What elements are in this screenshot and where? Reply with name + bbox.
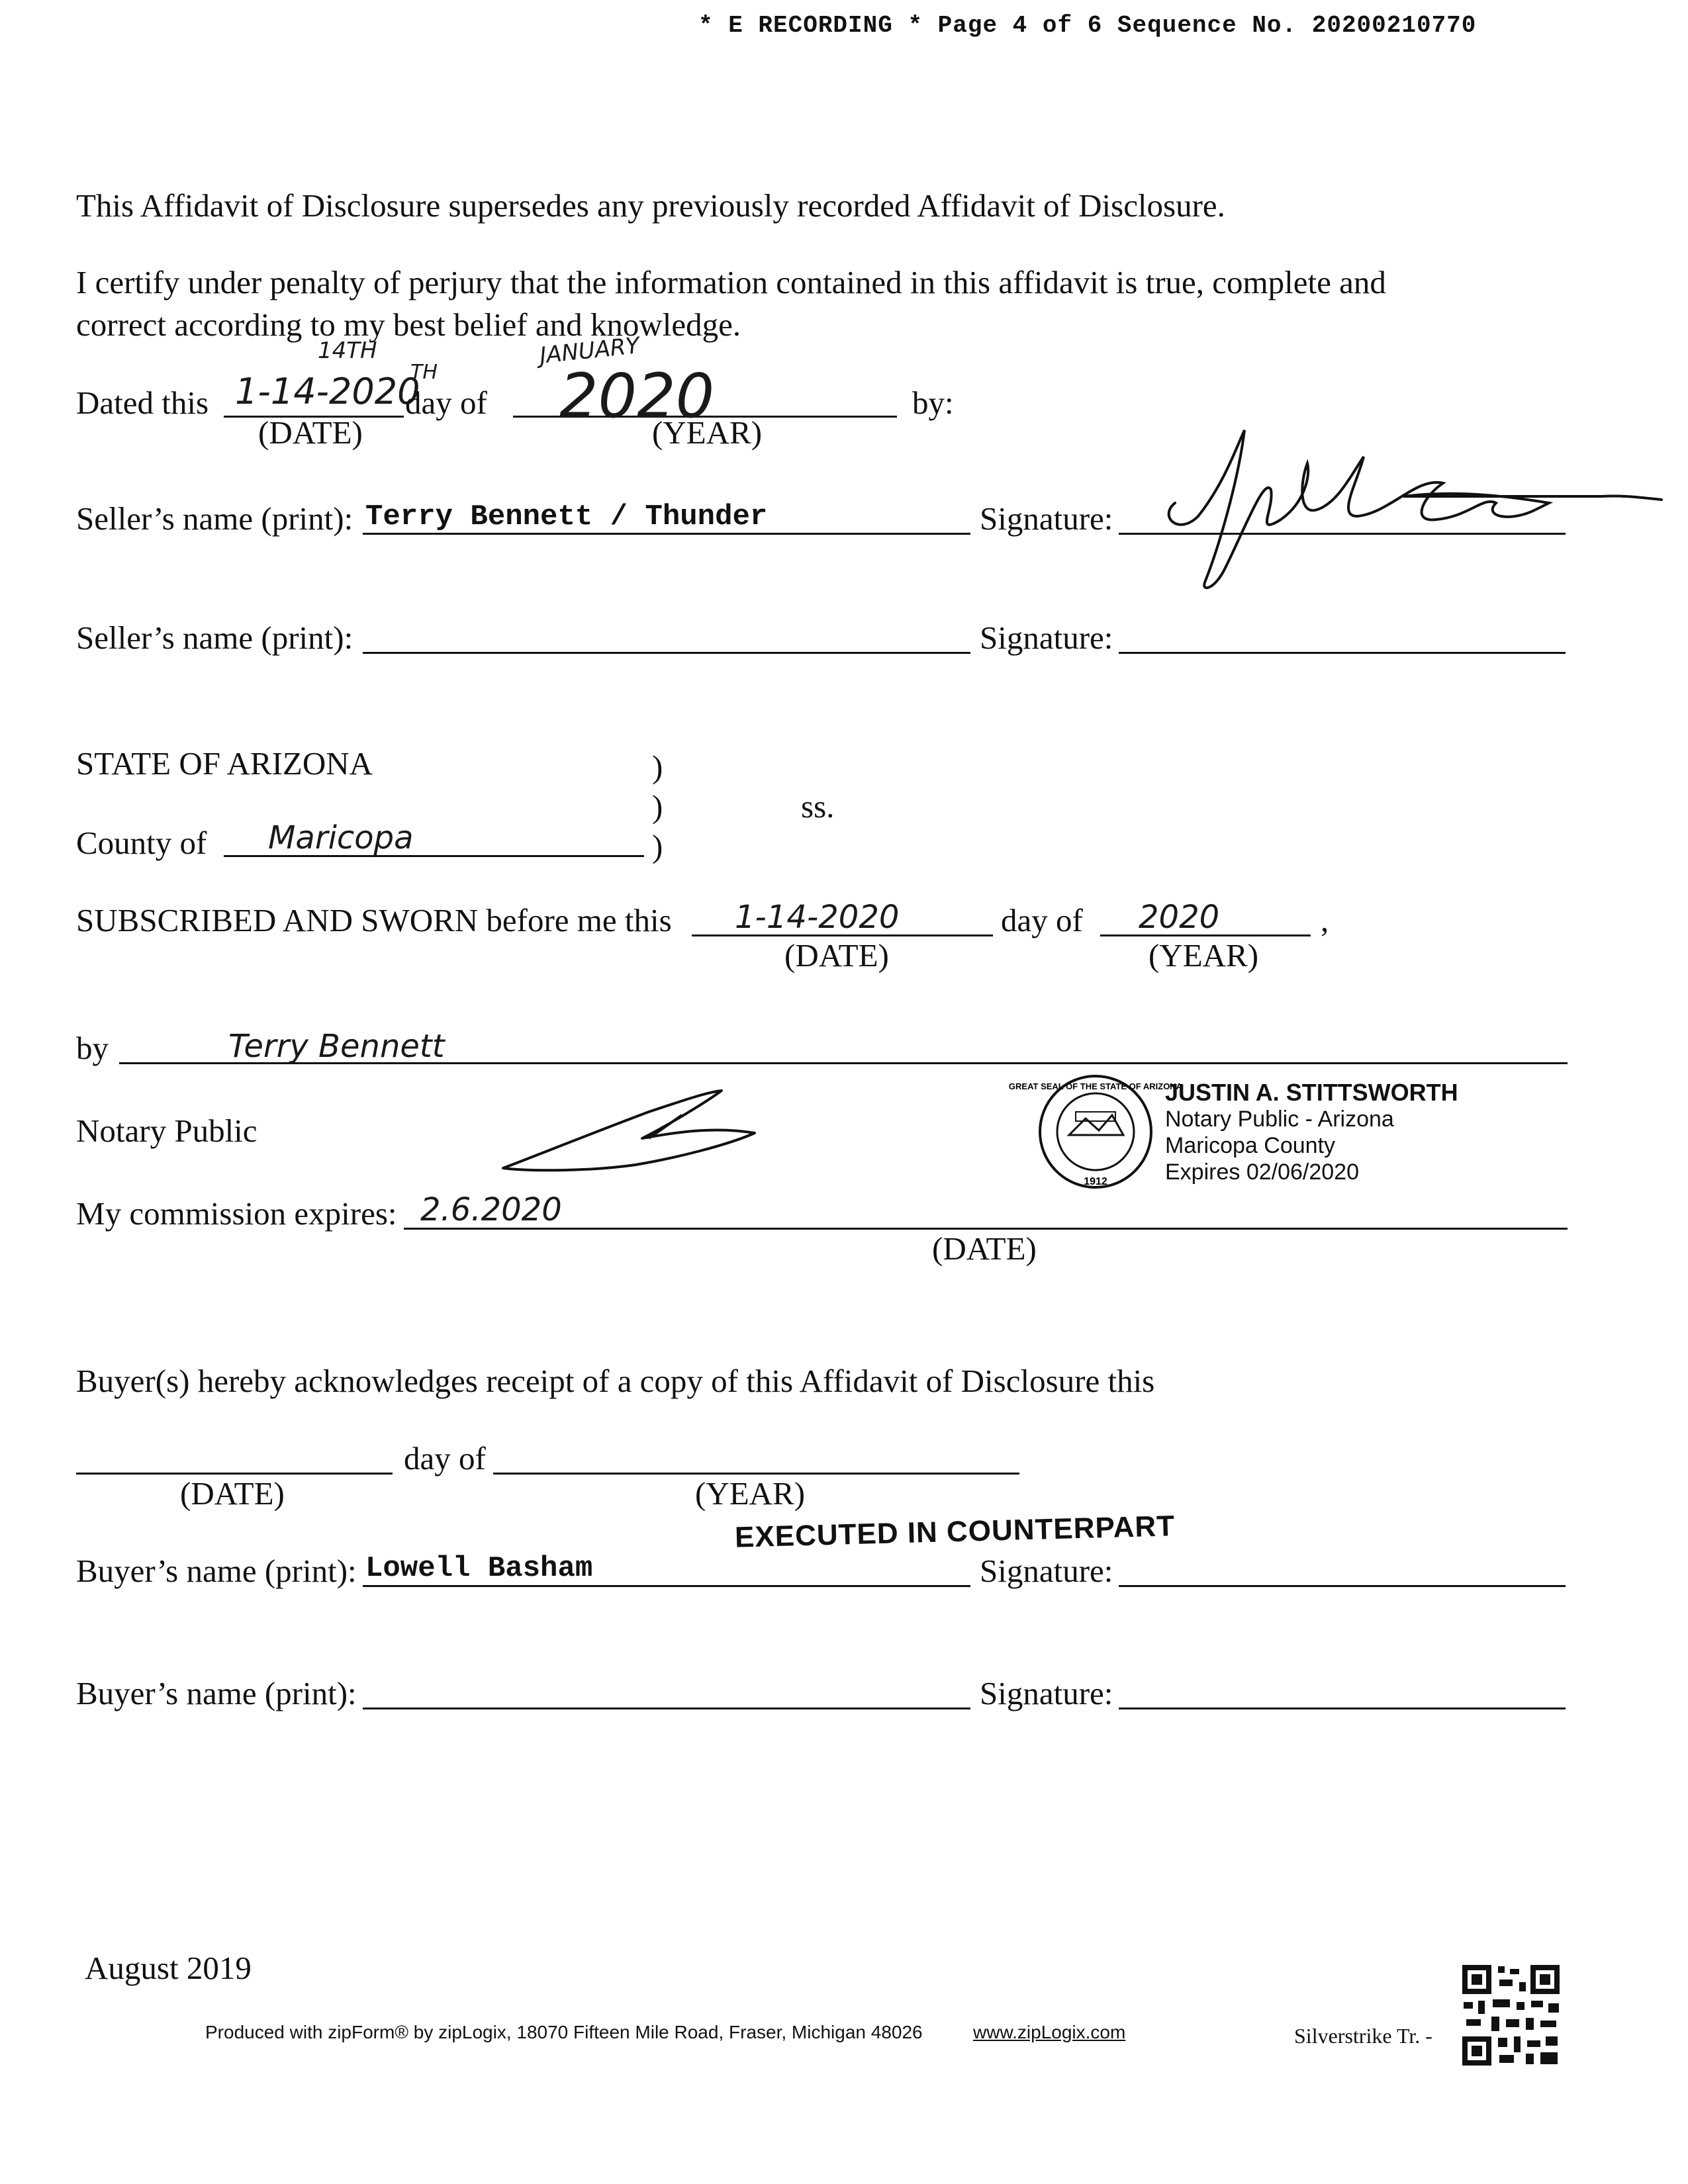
buyer-date-caption: (DATE)	[180, 1475, 285, 1512]
dated-by-label: by:	[912, 385, 954, 421]
seller2-name-line	[363, 652, 970, 654]
buyer2-signature-label: Signature:	[980, 1675, 1113, 1711]
dated-day-of-label: day of	[405, 385, 487, 421]
handwritten-dated-th: TH	[410, 361, 438, 384]
sworn-label: SUBSCRIBED AND SWORN before me this	[76, 902, 672, 938]
qr-code-icon	[1460, 1962, 1562, 2068]
buyer-year-caption: (YEAR)	[695, 1475, 806, 1512]
seal-expires: Expires 02/06/2020	[1165, 1160, 1359, 1185]
by-label: by	[76, 1030, 109, 1066]
buyer1-name-line	[363, 1585, 970, 1587]
handwritten-dated-year: 2020	[559, 361, 715, 432]
sworn-day-of-label: day of	[1001, 902, 1083, 938]
sworn-year-caption: (YEAR)	[1149, 937, 1259, 974]
seal-county: Maricopa County	[1165, 1133, 1336, 1158]
seal-title: Notary Public - Arizona	[1165, 1107, 1394, 1132]
paren-3: )	[652, 828, 663, 864]
commission-label: My commission expires:	[76, 1195, 397, 1232]
buyer2-signature-line	[1119, 1707, 1566, 1709]
handwritten-day-above: 14TH	[318, 338, 377, 364]
certify-line-1: I certify under penalty of perjury that the information contained in this affidavit is true, complete and	[76, 264, 1386, 300]
handwritten-month: JANUARY	[538, 332, 641, 369]
notary-seal	[1008, 1066, 1458, 1198]
county-handwritten: Maricopa	[268, 819, 414, 856]
handwritten-dated-date: 1-14-2020	[235, 371, 420, 412]
buyer2-name-label: Buyer’s name (print):	[76, 1675, 357, 1711]
file-reference: Silverstrike Tr. -	[1294, 2024, 1432, 2048]
buyer1-signature-line	[1119, 1585, 1566, 1587]
notary-signature-image	[490, 1079, 768, 1178]
seller1-signature-label: Signature:	[980, 500, 1113, 537]
produced-with-line: Produced with zipForm® by zipLogix, 18070 Fifteen Mile Road, Fraser, Michigan 48026	[205, 2022, 923, 2042]
county-of-label: County of	[76, 825, 207, 861]
ziplogix-link[interactable]: www.zipLogix.com	[973, 2022, 1126, 2042]
buyer-ack: Buyer(s) hereby acknowledges receipt of a copy of this Affidavit of Disclosure this	[76, 1363, 1155, 1399]
sworn-year-handwritten: 2020	[1139, 899, 1220, 936]
executed-counterpart-stamp: EXECUTED IN COUNTERPART	[734, 1510, 1176, 1554]
dated-year-caption: (YEAR)	[652, 414, 763, 451]
recording-header: * E RECORDING * Page 4 of 6 Sequence No. 20200210770	[698, 12, 1477, 39]
paren-2: )	[652, 788, 663, 825]
buyer2-name-line	[363, 1707, 970, 1709]
buyer1-name-label: Buyer’s name (print):	[76, 1553, 357, 1589]
seller2-signature-label: Signature:	[980, 619, 1113, 656]
seller2-signature-line	[1119, 652, 1566, 654]
ss-label: ss.	[801, 788, 835, 825]
supersedes-statement: This Affidavit of Disclosure supersedes any previously recorded Affidavit of Disclosure.	[76, 187, 1225, 224]
svg-text:GREAT SEAL OF THE STATE OF ARI: GREAT SEAL OF THE STATE OF ARIZONA	[1008, 1081, 1183, 1091]
dated-date-caption: (DATE)	[258, 414, 363, 451]
sworn-date-caption: (DATE)	[784, 937, 889, 974]
by-handwritten: Terry Bennett	[228, 1028, 445, 1065]
seller1-name-label: Seller’s name (print):	[76, 500, 353, 537]
svg-text:1912: 1912	[1084, 1176, 1107, 1187]
dated-this-label: Dated this	[76, 385, 209, 421]
state-of-arizona: STATE OF ARIZONA	[76, 745, 373, 782]
sworn-comma: ,	[1321, 902, 1329, 938]
buyer1-signature-label: Signature:	[980, 1553, 1113, 1589]
buyer1-name-value: Lowell Basham	[365, 1552, 593, 1585]
commission-date-caption: (DATE)	[932, 1230, 1037, 1267]
buyer-day-of-label: day of	[404, 1440, 486, 1477]
seller1-signature-image	[1139, 404, 1668, 602]
sworn-date-handwritten: 1-14-2020	[735, 899, 900, 936]
notary-public-label: Notary Public	[76, 1113, 258, 1149]
seller1-name-value: Terry Bennett / Thunder	[365, 500, 768, 533]
seal-name: JUSTIN A. STITTSWORTH	[1165, 1079, 1458, 1106]
form-revision-date: August 2019	[85, 1950, 252, 1986]
seller2-name-label: Seller’s name (print):	[76, 619, 353, 656]
arizona-seal-image	[1008, 1072, 1183, 1191]
commission-handwritten: 2.6.2020	[420, 1191, 562, 1228]
paren-1: )	[652, 749, 663, 785]
certify-line-2: correct according to my best belief and knowledge.	[76, 306, 741, 343]
